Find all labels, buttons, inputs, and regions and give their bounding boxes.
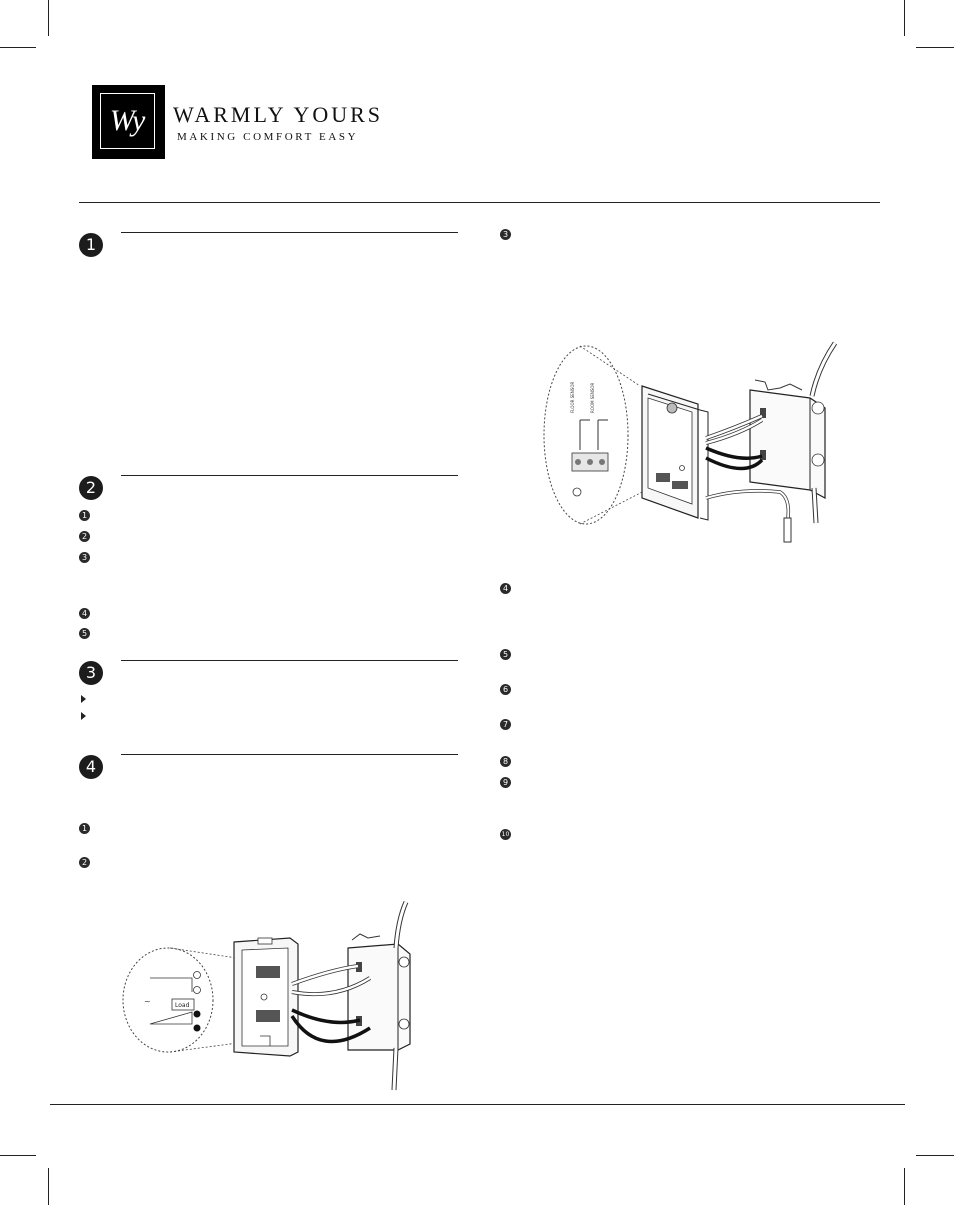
substep-badge: 1 bbox=[79, 823, 90, 834]
crop-mark bbox=[48, 1168, 49, 1205]
substep-badge: 9 bbox=[500, 777, 511, 788]
bullet-arrow-icon bbox=[81, 712, 86, 720]
crop-mark bbox=[48, 0, 49, 36]
substep-badge: 5 bbox=[79, 628, 90, 639]
crop-mark bbox=[916, 47, 954, 48]
substep-badge: 4 bbox=[500, 583, 511, 594]
brand-logo bbox=[92, 85, 165, 159]
step-4-badge: 4 bbox=[79, 755, 103, 779]
substep-badge: 6 bbox=[500, 684, 511, 695]
section-1-rule bbox=[121, 232, 458, 233]
zoom-callout bbox=[544, 346, 628, 524]
section-3-rule bbox=[121, 660, 458, 661]
substep-badge: 5 bbox=[500, 649, 511, 660]
step-1-badge: 1 bbox=[79, 233, 103, 257]
substep-badge: 2 bbox=[79, 857, 90, 868]
footer-rule bbox=[50, 1104, 905, 1105]
load-label: Load bbox=[175, 1002, 190, 1009]
substep-badge: 3 bbox=[500, 229, 511, 240]
terminal-label: FLOOR SENSOR bbox=[570, 381, 575, 413]
step-2-badge: 2 bbox=[79, 476, 103, 500]
zoom-callout bbox=[123, 948, 213, 1052]
section-2-rule bbox=[121, 475, 458, 476]
terminal-label: ROOM SENSOR bbox=[590, 382, 595, 413]
substep-badge: 2 bbox=[79, 531, 90, 542]
svg-text:~: ~ bbox=[144, 997, 151, 1006]
crop-mark bbox=[0, 47, 36, 48]
brand-tagline: MAKING COMFORT EASY bbox=[177, 131, 359, 143]
substep-badge: 4 bbox=[79, 608, 90, 619]
section-4-rule bbox=[121, 754, 458, 755]
header-rule bbox=[79, 202, 880, 203]
crop-mark bbox=[0, 1155, 36, 1156]
step-3-badge: 3 bbox=[79, 661, 103, 685]
load-wiring-diagram bbox=[120, 900, 420, 1095]
substep-badge: 8 bbox=[500, 756, 511, 767]
substep-badge: 7 bbox=[500, 719, 511, 730]
brand-name: WARMLY YOURS bbox=[173, 102, 384, 127]
crop-mark bbox=[904, 0, 905, 36]
crop-mark bbox=[904, 1168, 905, 1205]
sensor-wiring-diagram bbox=[540, 338, 840, 550]
crop-mark bbox=[916, 1155, 954, 1156]
substep-badge: 10 bbox=[501, 831, 510, 838]
substep-badge: 1 bbox=[79, 510, 90, 521]
bullet-arrow-icon bbox=[81, 695, 86, 703]
substep-badge: 3 bbox=[79, 552, 90, 563]
brand-monogram: Wy bbox=[100, 93, 155, 149]
